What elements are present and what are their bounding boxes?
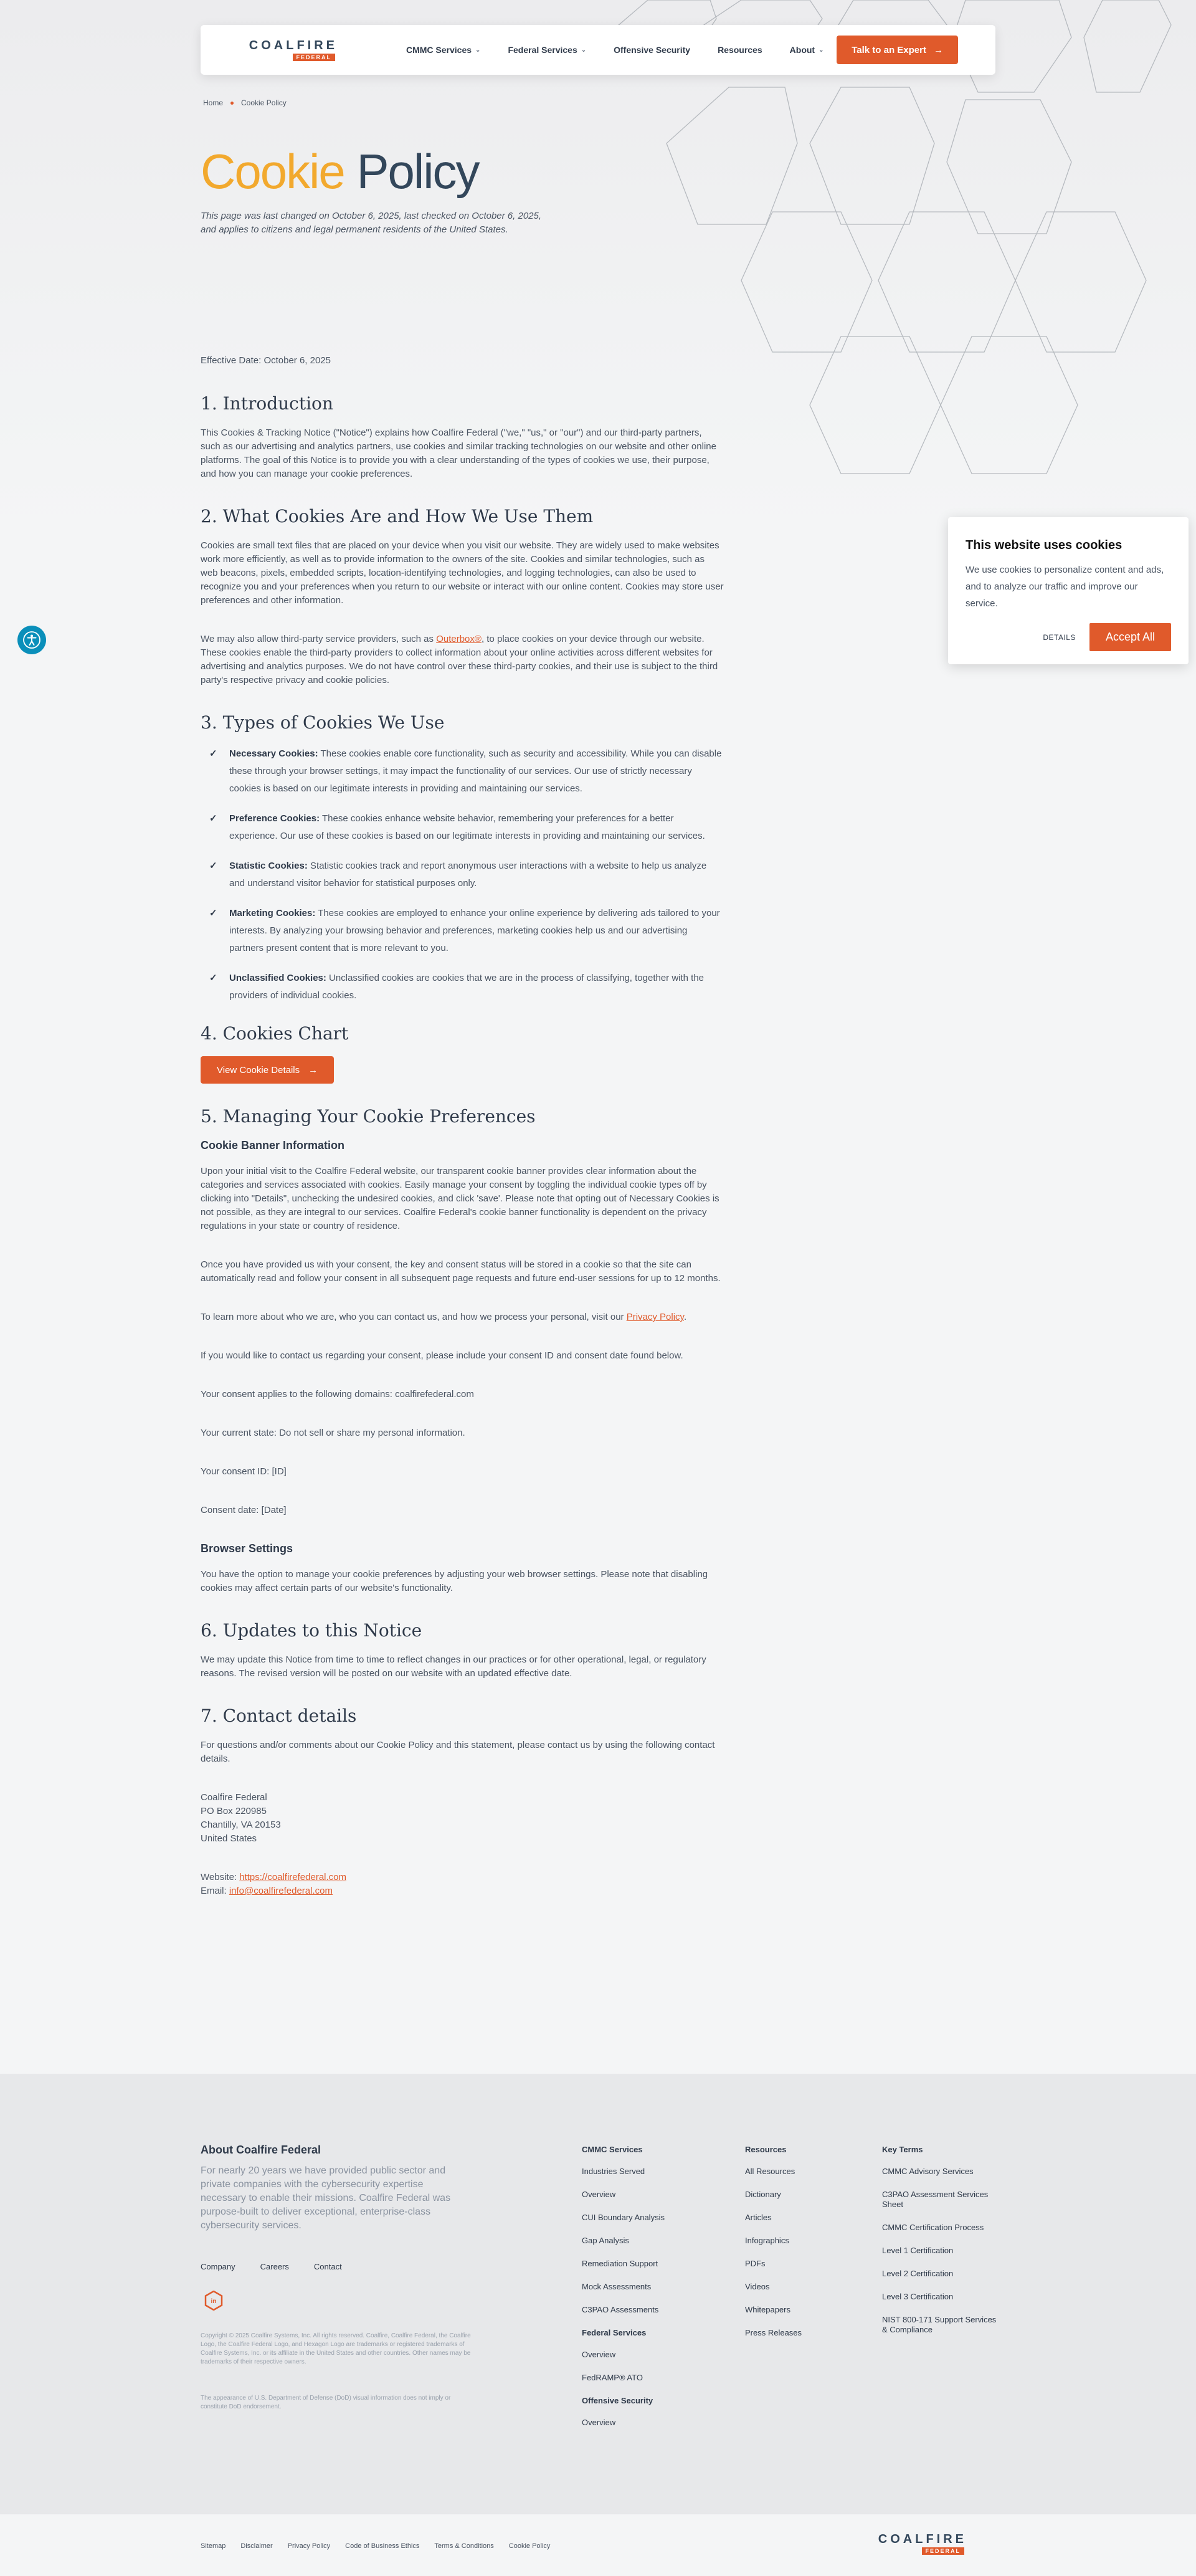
accept-all-button[interactable]: Accept All [1089,623,1171,651]
view-cookie-details-label: View Cookie Details [217,1064,300,1076]
email-row [201,1884,724,1898]
footer-link[interactable]: Level 1 Certification [882,2246,954,2255]
cookie-consent-banner [948,517,1189,664]
page-title-accent: Cookie [201,144,344,199]
footer-heading-offensive: Offensive Security [582,2396,653,2405]
consent-id: Your consent ID: [ID] [201,1466,287,1477]
footer-link-careers[interactable]: Careers [260,2262,289,2271]
footer-link[interactable]: CMMC Advisory Services [882,2167,974,2176]
third-party-text-after: , to place cookies on your device through our website. These cookies enable the third-party providers to collect information about your online activities across different websites for advertising and analytics purposes. We do not have control over these third-party cookies, and their use is subject to the third party's respective privacy and cookie policies. [201,634,718,685]
accessibility-person-icon [22,631,41,649]
footer-bottom-bar [0,2514,1196,2576]
check-icon: ✓ [209,861,217,871]
outerbox-link[interactable]: Outerbox® [436,634,482,644]
check-icon: ✓ [209,973,217,983]
footer-link[interactable]: Overview [582,2350,616,2359]
check-icon: ✓ [209,813,217,824]
footer-logo[interactable] [867,2532,967,2555]
cookie-type-name: Unclassified Cookies: [229,973,326,983]
breadcrumb-current: Cookie Policy [241,98,287,107]
privacy-text-after: . [683,1312,687,1322]
page-title-rest: Policy [356,144,479,199]
legal-link-terms[interactable]: Terms & Conditions [434,2542,494,2550]
footer-link[interactable]: FedRAMP® ATO [582,2373,643,2382]
breadcrumb [203,98,287,107]
policy-content [201,355,724,1923]
view-cookie-details-button[interactable] [201,1056,334,1084]
cookie-type-text: These cookies enhance website behavior, remembering your preferences for a better experience. Our use of these cookies is based on our legitimate interests in providing and maintaining our services. [229,813,705,841]
footer-link[interactable]: Articles [745,2213,772,2222]
footer-link[interactable]: C3PAO Assessments [582,2305,659,2314]
cta-label: Talk to an Expert [852,44,926,55]
section-title-managing: 5. Managing Your Cookie Preferences [201,1106,536,1127]
footer-about-title: About Coalfire Federal [201,2144,321,2156]
footer-link[interactable]: PDFs [745,2259,766,2268]
third-party-text [201,632,724,687]
nav-label: Federal Services [508,45,577,55]
contact-links [201,1871,724,1898]
footer-link[interactable]: Level 2 Certification [882,2269,954,2278]
footer-dod-disclaimer: The appearance of U.S. Department of Defense (DoD) visual information does not imply or constitute DoD endorsement. [201,2395,451,2410]
footer-link[interactable]: Mock Assessments [582,2282,652,2291]
footer-link[interactable]: C3PAO Assessment Services Sheet [882,2190,989,2209]
breadcrumb-home[interactable]: Home [203,98,224,107]
footer-about [201,2144,456,2233]
section-title-cookies-chart: 4. Cookies Chart [201,1023,349,1044]
footer-link[interactable]: Level 3 Certification [882,2292,954,2301]
footer-link[interactable]: Press Releases [745,2328,802,2337]
breadcrumb-separator [230,102,234,105]
legal-link-privacy[interactable]: Privacy Policy [287,2542,331,2550]
check-icon: ✓ [209,908,217,918]
cookie-banner-text: We use cookies to personalize content and ads, and to analyze our traffic and improve our service. [966,565,1164,609]
website-label: Website: [201,1872,240,1882]
address-line: Chantilly, VA 20153 [201,1820,281,1830]
footer-link[interactable]: Overview [582,2418,616,2427]
list-item [201,970,724,1004]
privacy-policy-link[interactable]: Privacy Policy [626,1312,684,1322]
footer-heading-federal: Federal Services [582,2328,647,2337]
linkedin-hexagon-icon[interactable] [204,2291,223,2311]
consent-contact-text: If you would like to contact us regarding your consent, please include your consent ID and consent date found below. [201,1350,683,1361]
footer-heading-cmmc: CMMC Services [582,2145,643,2154]
effective-date: Effective Date: October 6, 2025 [201,355,331,366]
page-title [201,143,479,200]
footer-link[interactable]: NIST 800-171 Support Services & Compliance [882,2315,997,2334]
address-line: Coalfire Federal [201,1792,267,1803]
what-cookies-text: Cookies are small text files that are placed on your device when you visit our website. They are widely used to make websites work more efficiently, as well as to provide information to the owners of the site. Cookies and similar technologies, such as web beacons, pixels, embedded scripts, location-identifying technologies, and logging technologies, can also be used to recognize you and your preferences when you return to our website or interact with our online content. Cookies may store user preferences and other information. [201,540,724,606]
logo-wordmark: COALFIRE [878,2532,967,2546]
nav-item-resources[interactable] [718,45,762,55]
chevron-down-icon: ⌄ [581,46,587,54]
footer-col-resources [745,2145,857,2351]
consent-state: Your current state: Do not sell or share my personal information. [201,1428,465,1438]
footer-link[interactable]: Industries Served [582,2167,645,2176]
arrow-right-icon: → [308,1064,318,1076]
legal-link-ethics[interactable]: Code of Business Ethics [345,2542,420,2550]
address-line: PO Box 220985 [201,1806,267,1816]
third-party-text-before: We may also allow third-party service providers, such as [201,634,437,644]
list-item [201,745,724,798]
cookie-types-list [201,745,724,1004]
footer-link[interactable]: CUI Boundary Analysis [582,2213,665,2222]
section-title-contact: 7. Contact details [201,1705,357,1726]
legal-link-disclaimer[interactable]: Disclaimer [240,2542,273,2550]
cookie-type-name: Statistic Cookies: [229,861,308,871]
updates-text: We may update this Notice from time to time to reflect changes in our practices or for other operational, legal, or regulatory reasons. The revised version will be posted on our website with an updated effective date. [201,1654,706,1679]
cookie-banner-info-heading: Cookie Banner Information [201,1139,345,1152]
nav-label: About [789,45,815,55]
chevron-down-icon: ⌄ [819,46,824,54]
cookie-banner-info-text: Upon your initial visit to the Coalfire Federal website, our transparent cookie banner provides clear information about the categories and services associated with cookies. Easily manage your consent by toggling the individual cookie types off by clicking into "Details", unchecking the undesired cookies, and click 'save'. Please note that opting out of Necessary Cookies is not possible, as they are integral to our services. Coalfire Federal's cookie banner functionality is dependent on the privacy regulations in your state or country of residence. [201,1166,719,1231]
nav-label: Resources [718,45,762,55]
cookie-details-button[interactable]: DETAILS [1043,632,1076,642]
list-item [201,905,724,957]
logo-federal-tag: FEDERAL [293,54,336,61]
cookie-type-name: Marketing Cookies: [229,908,316,918]
footer-about-text: For nearly 20 years we have provided public sector and private companies with the cybersecurity expertise necessary to enable their missions. Coalfire Federal was purpose-built to deliver exceptional, enterprise-class cybersecurity services. [201,2165,451,2231]
consent-domains: Your consent applies to the following domains: coalfirefederal.com [201,1389,474,1400]
section-title-introduction: 1. Introduction [201,393,333,414]
browser-settings-heading: Browser Settings [201,1542,293,1555]
legal-link-sitemap[interactable]: Sitemap [201,2542,226,2550]
footer-link-contact[interactable]: Contact [313,2262,342,2271]
email-link[interactable]: info@coalfirefederal.com [229,1886,333,1896]
footer-link[interactable]: Whitepapers [745,2305,790,2314]
cookie-banner-actions [966,623,1171,651]
cookie-type-text: Unclassified cookies are cookies that we are in the process of classifying, together with the providers of individual cookies. [229,973,705,1001]
email-label: Email: [201,1886,229,1896]
legal-link-cookie-policy[interactable]: Cookie Policy [508,2542,551,2550]
browser-settings-text: You have the option to manage your cookie preferences by adjusting your web browser settings. Please note that disabling cookies may affect certain parts of our website's functionality. [201,1569,708,1593]
footer-link[interactable]: Remediation Support [582,2259,658,2268]
list-item [201,857,724,892]
mailing-address [201,1791,724,1846]
introduction-text: This Cookies & Tracking Notice ("Notice") explains how Coalfire Federal ("we," "us," or "our") and our third-party partners, such as our advertising and analytics partners, use cookies and similar tracking technologies on our website and other online platforms. The goal of this Notice is to provide you with a clear understanding of the types of cookies we use, their purpose, and how you can manage your cookie preferences. [201,427,716,479]
logo-wordmark: COALFIRE [249,39,338,52]
nav-label: CMMC Services [406,45,472,55]
footer-link[interactable]: CMMC Certification Process [882,2223,984,2232]
footer-col-key-terms [882,2145,1000,2348]
section-title-updates: 6. Updates to this Notice [201,1620,422,1641]
nav-label: Offensive Security [614,45,691,55]
privacy-policy-text [201,1310,724,1324]
nav-item-offensive-security[interactable] [614,45,690,55]
footer-link-company[interactable]: Company [201,2262,235,2271]
consent-storage-text: Once you have provided us with your consent, the key and consent status will be stored in a cookie so that the site can automatically read and follow your consent in all subsequent page requests and future end-user sessions for up to 12 months. [201,1259,721,1284]
cookie-type-text: Statistic cookies track and report anonymous user interactions with a website to help us analyze and understand visitor behavior for statistical purposes only. [229,861,707,889]
footer-link[interactable]: Dictionary [745,2190,781,2199]
check-icon: ✓ [209,748,217,759]
hexagon-social-icon [204,2291,223,2311]
footer-link[interactable]: All Resources [745,2167,795,2176]
list-item [201,810,724,845]
footer-heading-key-terms: Key Terms [882,2145,923,2154]
svg-text:in: in [211,2298,217,2305]
contact-intro: For questions and/or comments about our Cookie Policy and this statement, please contact us by using the following contact details. [201,1740,715,1764]
website-link[interactable]: https://coalfirefederal.com [239,1872,346,1882]
footer-link[interactable]: Infographics [745,2236,789,2245]
talk-to-expert-button[interactable] [837,36,958,64]
coalfire-federal-logo[interactable] [238,39,338,61]
cookie-banner-title: This website uses cookies [966,538,1122,552]
accessibility-icon[interactable] [17,626,46,654]
footer-link[interactable]: Videos [745,2282,770,2291]
privacy-text-before: To learn more about who we are, who you can contact us, and how we process your personal, visit our [201,1312,627,1322]
footer-col-cmmc [582,2145,713,2441]
consent-date: Consent date: [Date] [201,1505,287,1515]
footer-legal-links [201,2542,550,2550]
cookie-type-text: These cookies enable core functionality, such as security and accessibility. While you can disable these through your browser settings, it may impact the functionality of our services. Our use of strictly necessary cookies is based on our legitimate interests in providing and maintaining our services. [229,748,722,794]
chevron-down-icon: ⌄ [475,46,481,54]
nav-item-federal-services[interactable] [508,45,586,55]
arrow-right-icon: → [934,44,943,55]
logo-federal-tag: FEDERAL [922,2547,965,2555]
footer-link[interactable]: Gap Analysis [582,2236,629,2245]
nav-item-cmmc-services[interactable] [406,45,480,55]
footer-copyright: Copyright © 2025 Coalfire Systems, Inc. All rights reserved. Coalfire, Coalfire Federal, the Coalfire Logo, the Coalfire Federal Logo, and Hexagon Logo are trademarks or registered trademarks of Coalfire Systems, Inc. or its affiliate in the United States and other countries. Other names may be trademarks of their respective owners. [201,2332,471,2365]
nav-item-about[interactable] [790,45,824,55]
address-line: United States [201,1833,257,1844]
cookie-type-text: These cookies are employed to enhance your online experience by delivering ads tailored to your interests. By analyzing your browsing behavior and preferences, marketing cookies help us and our advertising partners present content that is more relevant to you. [229,908,720,953]
cookie-type-name: Necessary Cookies: [229,748,318,759]
main-nav [406,45,823,55]
site-header [201,25,995,75]
website-row [201,1871,724,1884]
footer-heading-resources: Resources [745,2145,787,2154]
intro-note: This page was last changed on October 6, 2025, last checked on October 6, 2025, and applies to citizens and legal permanent residents of the United States. [201,211,542,235]
cookie-type-name: Preference Cookies: [229,813,320,824]
footer-link[interactable]: Overview [582,2190,616,2199]
footer-company-links [201,2262,342,2271]
section-title-types: 3. Types of Cookies We Use [201,712,445,733]
section-title-what-cookies: 2. What Cookies Are and How We Use Them [201,506,594,527]
